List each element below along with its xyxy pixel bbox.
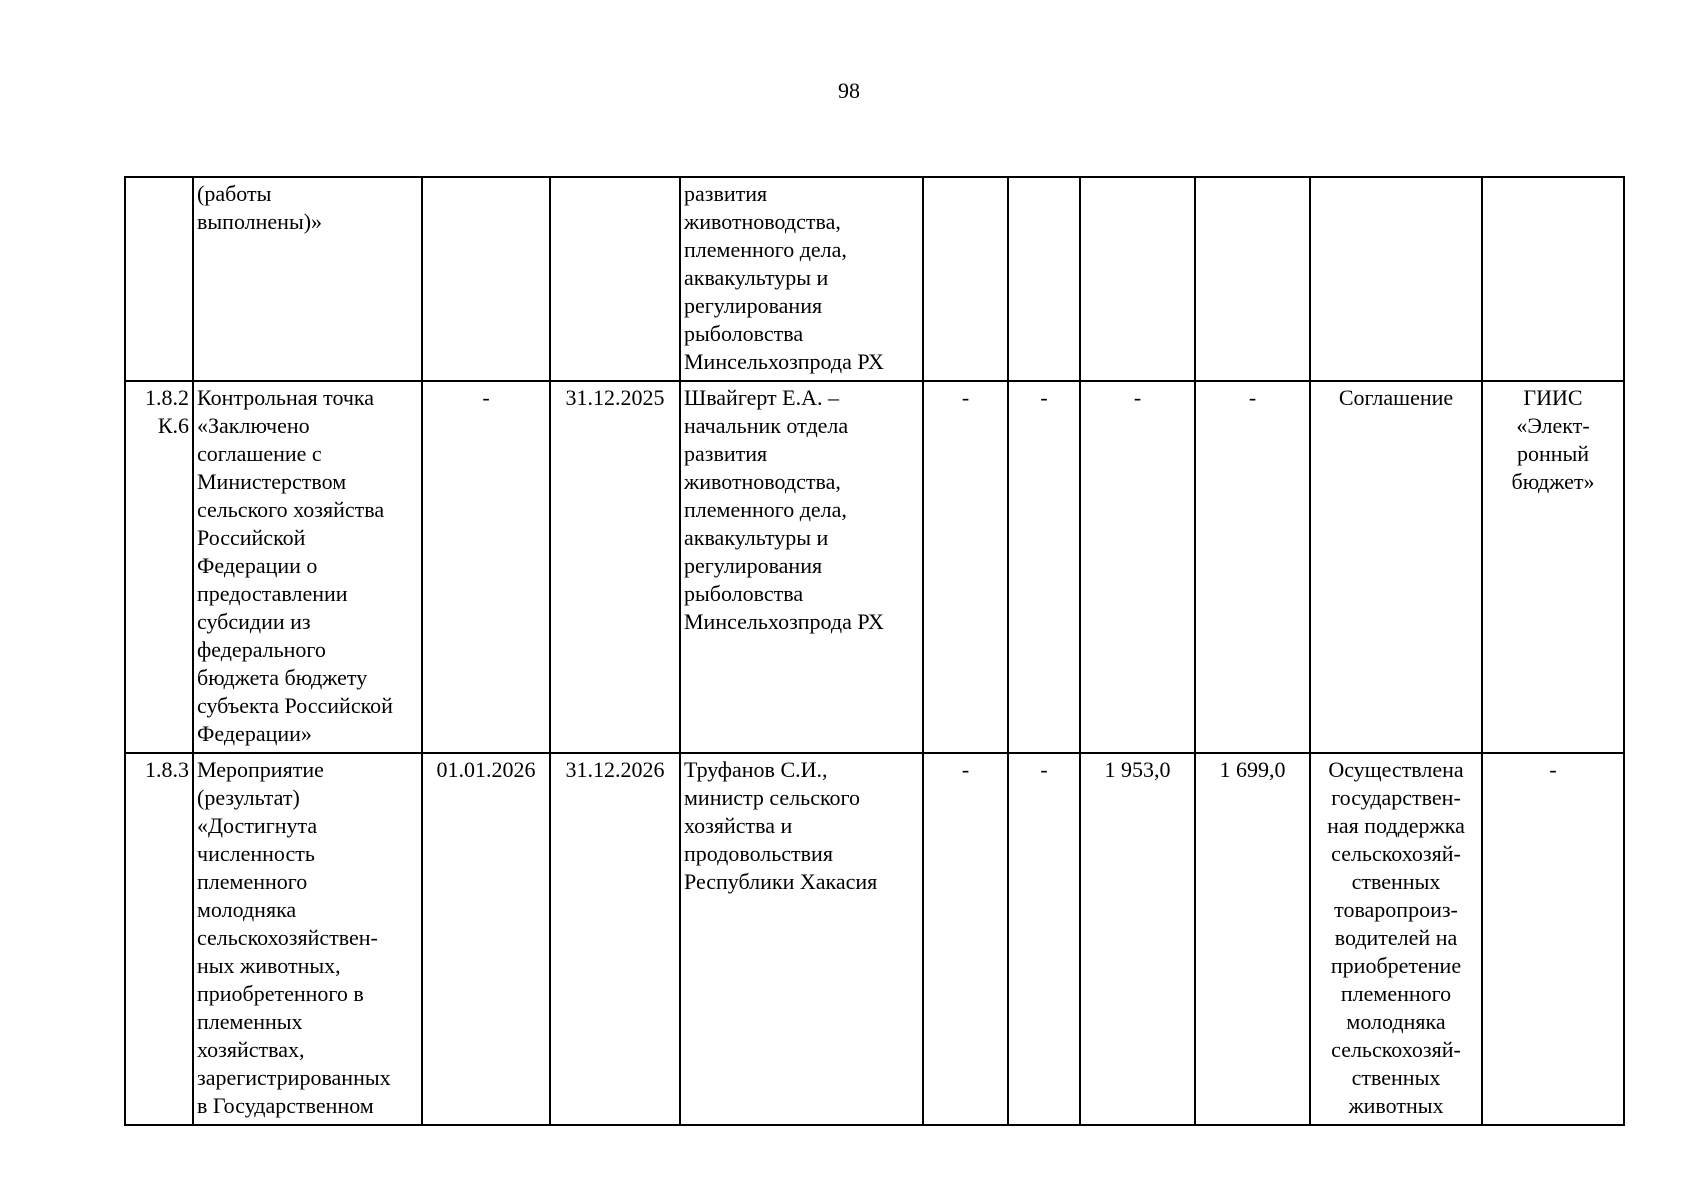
result-cell: Соглашение — [1310, 381, 1482, 753]
value-cell: 1 953,0 — [1080, 753, 1195, 1125]
table-row — [125, 381, 1624, 753]
plan-table — [124, 176, 1625, 1126]
value-cell — [1195, 177, 1310, 381]
start-date-cell: 01.01.2026 — [422, 753, 550, 1125]
result-cell: Осуществлена государствен- ная поддержка сельскохозяй- ственных товаропроиз- водителей на приобретение племенного молодняка сельскохозяй- ственных животных — [1310, 753, 1482, 1125]
event-name-cell: Контрольная точка «Заключено соглашение с Министерством сельского хозяйства Российской Федерации о предоставлении субсидии из федерального бюджета бюджету субъекта Российской Федерации» — [193, 381, 422, 753]
end-date-cell: 31.12.2025 — [550, 381, 680, 753]
result-cell — [1310, 177, 1482, 381]
table-row — [125, 753, 1624, 1125]
value-cell: - — [923, 753, 1008, 1125]
value-cell — [923, 177, 1008, 381]
info-system-cell: ГИИС «Элект- ронный бюджет» — [1482, 381, 1624, 753]
value-cell: - — [1008, 753, 1080, 1125]
value-cell: 1 699,0 — [1195, 753, 1310, 1125]
table-row — [125, 177, 1624, 381]
end-date-cell: 31.12.2026 — [550, 753, 680, 1125]
responsible-cell: развития животноводства, племенного дела, аквакультуры и регулирования рыболовства Минсельхозпрода РХ — [680, 177, 923, 381]
event-name-cell: Мероприятие (результат) «Достигнута численность племенного молодняка сельскохозяйствен- ных животных, приобретенного в племенных хозяйствах, зарегистрированных в Государственном — [193, 753, 422, 1125]
value-cell: - — [1195, 381, 1310, 753]
page-number: 98 — [838, 78, 860, 103]
row-number-cell — [125, 177, 193, 381]
info-system-cell — [1482, 177, 1624, 381]
start-date-cell — [422, 177, 550, 381]
row-number-cell: 1.8.2 К.6 — [125, 381, 193, 753]
info-system-cell: - — [1482, 753, 1624, 1125]
event-name-cell: (работы выполнены)» — [193, 177, 422, 381]
value-cell: - — [1008, 381, 1080, 753]
value-cell — [1008, 177, 1080, 381]
value-cell — [1080, 177, 1195, 381]
responsible-cell: Швайгерт Е.А. – начальник отдела развития животноводства, племенного дела, аквакультуры и регулирования рыболовства Минсельхозпрода РХ — [680, 381, 923, 753]
row-number-cell: 1.8.3 — [125, 753, 193, 1125]
responsible-cell: Труфанов С.И., министр сельского хозяйства и продовольствия Республики Хакасия — [680, 753, 923, 1125]
start-date-cell: - — [422, 381, 550, 753]
end-date-cell — [550, 177, 680, 381]
value-cell: - — [1080, 381, 1195, 753]
value-cell: - — [923, 381, 1008, 753]
